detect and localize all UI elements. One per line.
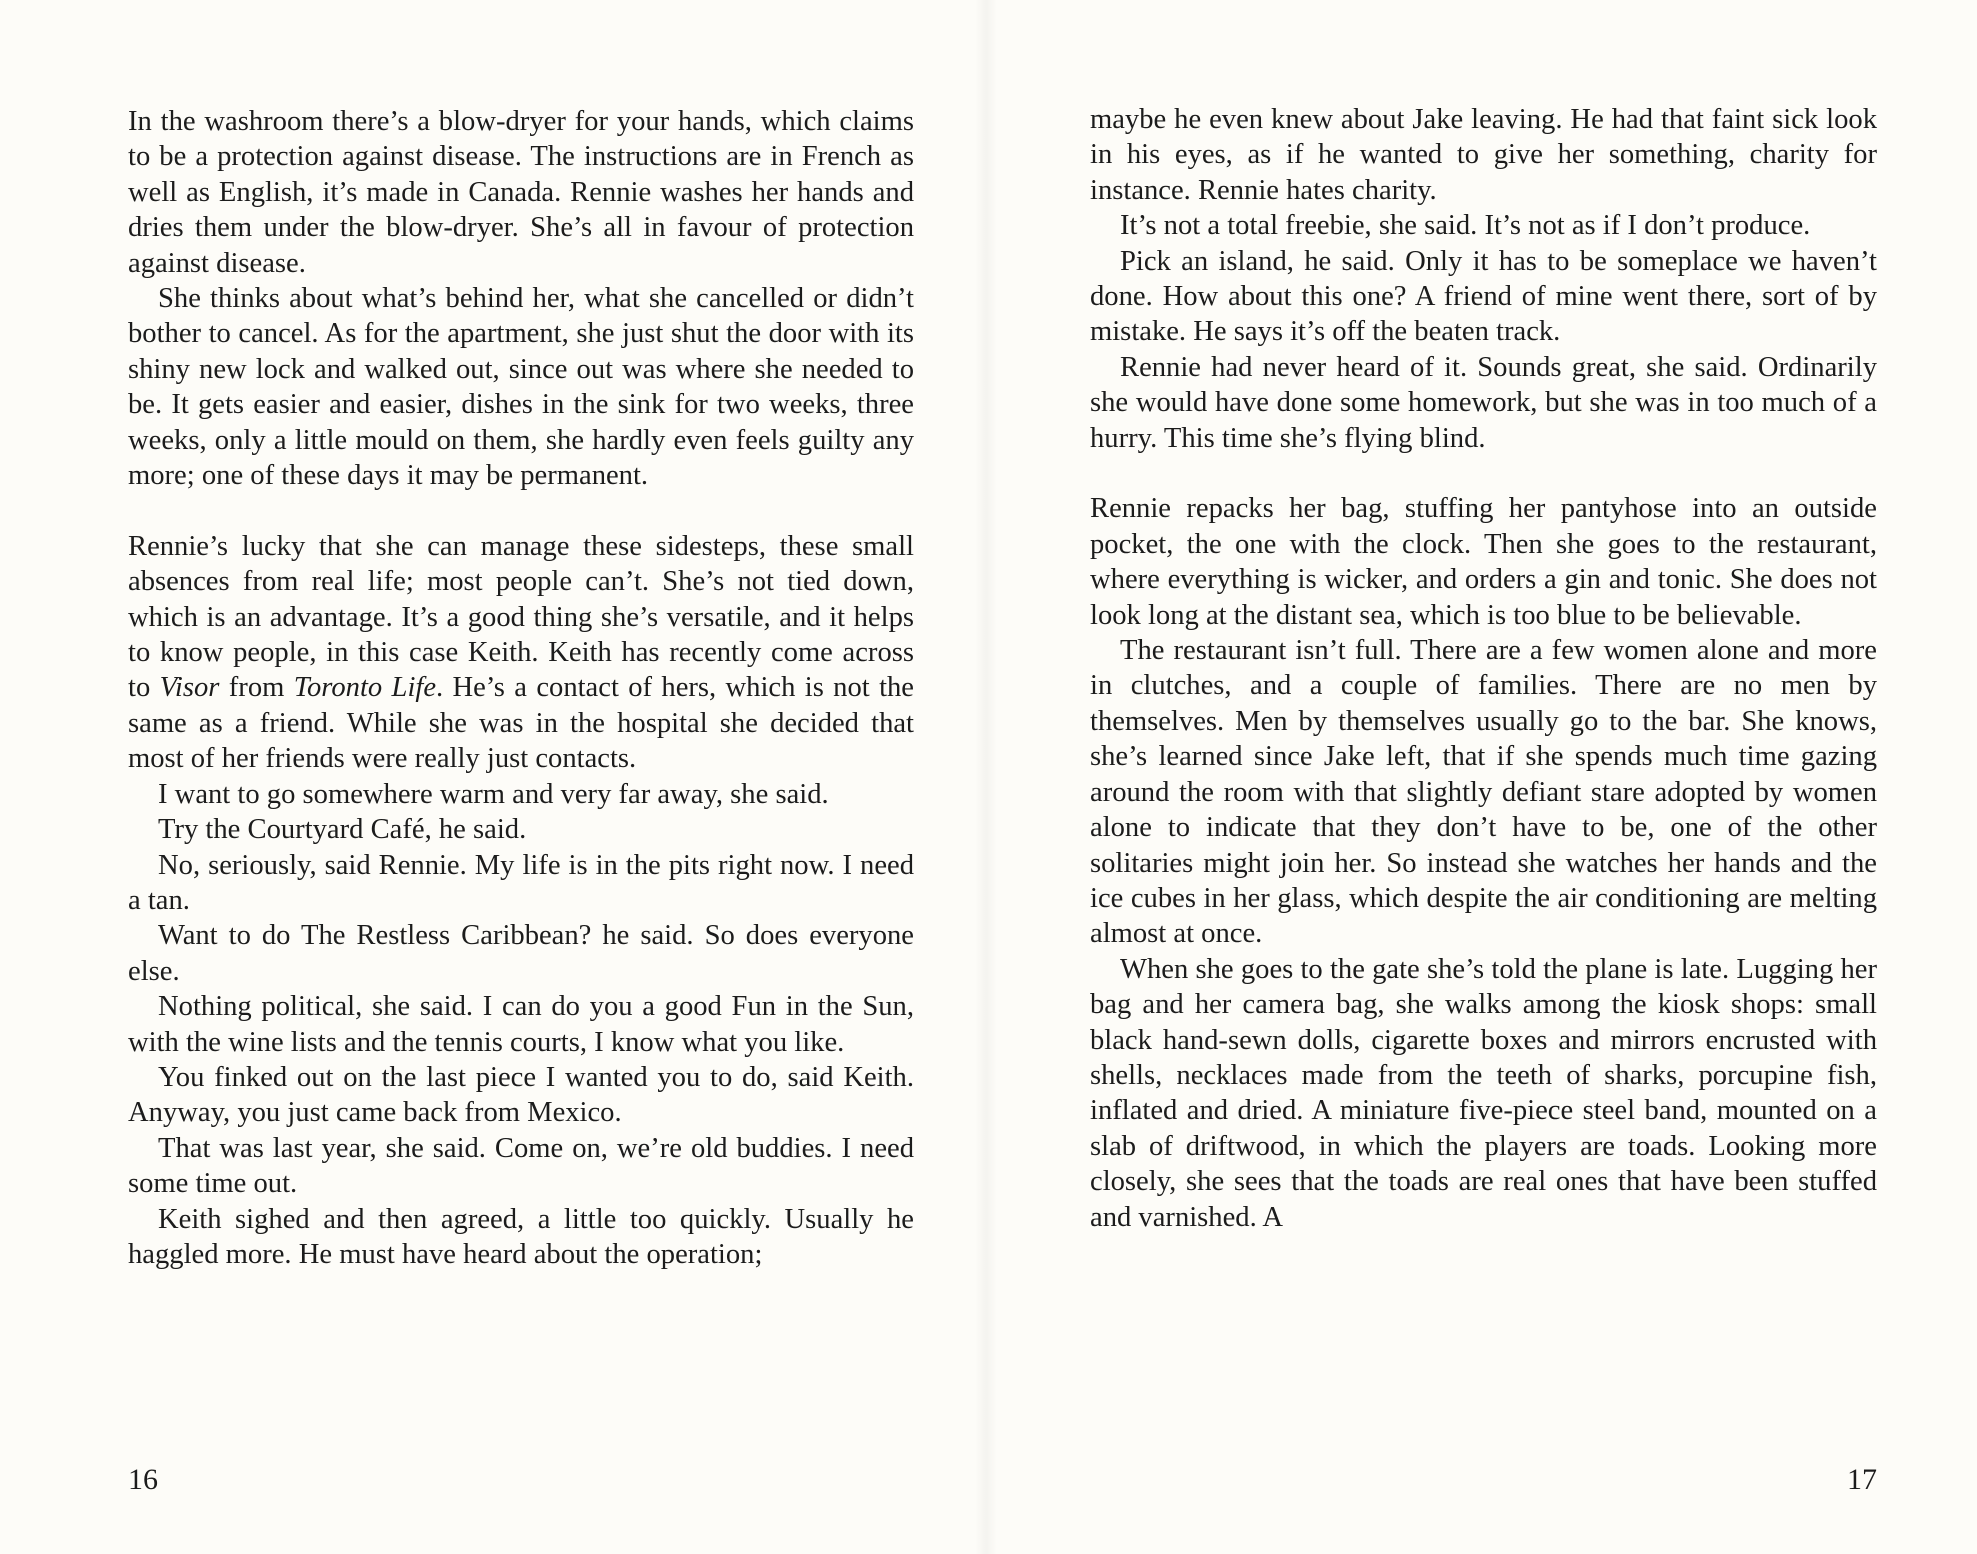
paragraph: I want to go somewhere warm and very far away, she said. <box>158 778 829 810</box>
paragraph: She thinks about what’s behind her, what she cancelled or didn’t bother to cancel. As for the apartment, she just shut the door with its shiny new lock and walked out, since out was where she needed to be. It gets easier and easier, dishes in the sink for two weeks, three weeks, only a little mould on them, she hardly even feels guilty any more; one of these days it may be permanent. <box>128 283 914 492</box>
paragraph: Rennie repacks her bag, stuffing her pantyhose into an outside pocket, the one with the clock. Then she goes to the restaurant, where everything is wicker, and orders a gin and tonic. She does not look long at the distant sea, which is too blue to be believable. <box>1090 493 1877 631</box>
paragraph: Nothing political, she said. I can do you a good Fun in the Sun, with the wine lists and the tennis courts, I know what you like. <box>128 991 914 1058</box>
right-page <box>985 0 1977 1554</box>
magazine-title: Toronto Life <box>293 672 437 704</box>
paragraph-text: from <box>219 672 294 704</box>
paragraph: It’s not a total freebie, she said. It’s not as if I don’t produce. <box>1120 210 1811 242</box>
left-page <box>0 0 985 1554</box>
paragraph: Pick an island, he said. Only it has to be someplace we haven’t done. How about this one? A friend of mine went there, sort of by mistake. He says it’s off the beaten track. <box>1090 245 1877 348</box>
page-number: 17 <box>1847 1463 1877 1496</box>
right-page-text <box>1090 102 1877 1235</box>
paragraph: In the washroom there’s a blow-dryer for your hands, which claims to be a protection against disease. The instructions are in French as well as English, it’s made in Canada. Rennie washes her hands and dries them under the blow-dryer. She’s all in favour of protection against disease. <box>128 106 914 279</box>
paragraph: Want to do The Restless Caribbean? he said. So does everyone else. <box>128 920 914 987</box>
left-page-text <box>128 104 914 1272</box>
paragraph <box>128 529 914 777</box>
paragraph-text: . He’s a contact of hers, which is not the same as a friend. While she was in the hospital she decided that most of her friends were really just contacts. <box>128 672 914 775</box>
paragraph: No, seriously, said Rennie. My life is in the pits right now. I need a tan. <box>128 849 914 916</box>
paragraph-text: Rennie’s lucky that she can manage these sidesteps, these small absences from real life; most people can’t. She’s not tied down, which is an advantage. It’s a good thing she’s versatile, and it helps to know people, in this case Keith. Keith has recently come across to <box>128 530 914 704</box>
page-number: 16 <box>128 1463 158 1496</box>
magazine-title: Visor <box>159 672 220 704</box>
paragraph: The restaurant isn’t full. There are a few women alone and more in clutches, and a couple of families. There are no men by themselves. Men by themselves usually go to the bar. She knows, she’s learned since Jake left, that if she spends much time gazing around the room with that slightly defiant stare adopted by women alone to indicate that they don’t have to be, one of the other solitaries might join her. So instead she watches her hands and the ice cubes in her glass, which despite the air conditioning are melting almost at once. <box>1090 635 1877 950</box>
paragraph: maybe he even knew about Jake leaving. He had that faint sick look in his eyes, as if he wanted to give her something, charity for instance. Rennie hates charity. <box>1090 104 1877 206</box>
paragraph: Try the Courtyard Café, he said. <box>158 814 527 846</box>
paragraph: That was last year, she said. Come on, we’re old buddies. I need some time out. <box>128 1132 914 1200</box>
paragraph: Rennie had never heard of it. Sounds great, she said. Ordinarily she would have done some homework, but she was in too much of a hurry. This time she’s flying blind. <box>1090 351 1877 454</box>
paragraph: When she goes to the gate she’s told the plane is late. Lugging her bag and her camera bag, she walks among the kiosk shops: small black hand-sewn dolls, cigarette boxes and mirrors encrusted with shells, necklaces made from the teeth of sharks, porcupine fish, inflated and dried. A miniature five-piece steel band, mounted on a slab of driftwood, in which the players are toads. Looking more closely, she sees that the toads are real ones that have been stuffed and varnished. A <box>1090 953 1877 1233</box>
paragraph: Keith sighed and then agreed, a little too quickly. Usually he haggled more. He must have heard about the operation; <box>128 1203 914 1270</box>
paragraph: You finked out on the last piece I wanted you to do, said Keith. Anyway, you just came back from Mexico. <box>128 1061 914 1129</box>
